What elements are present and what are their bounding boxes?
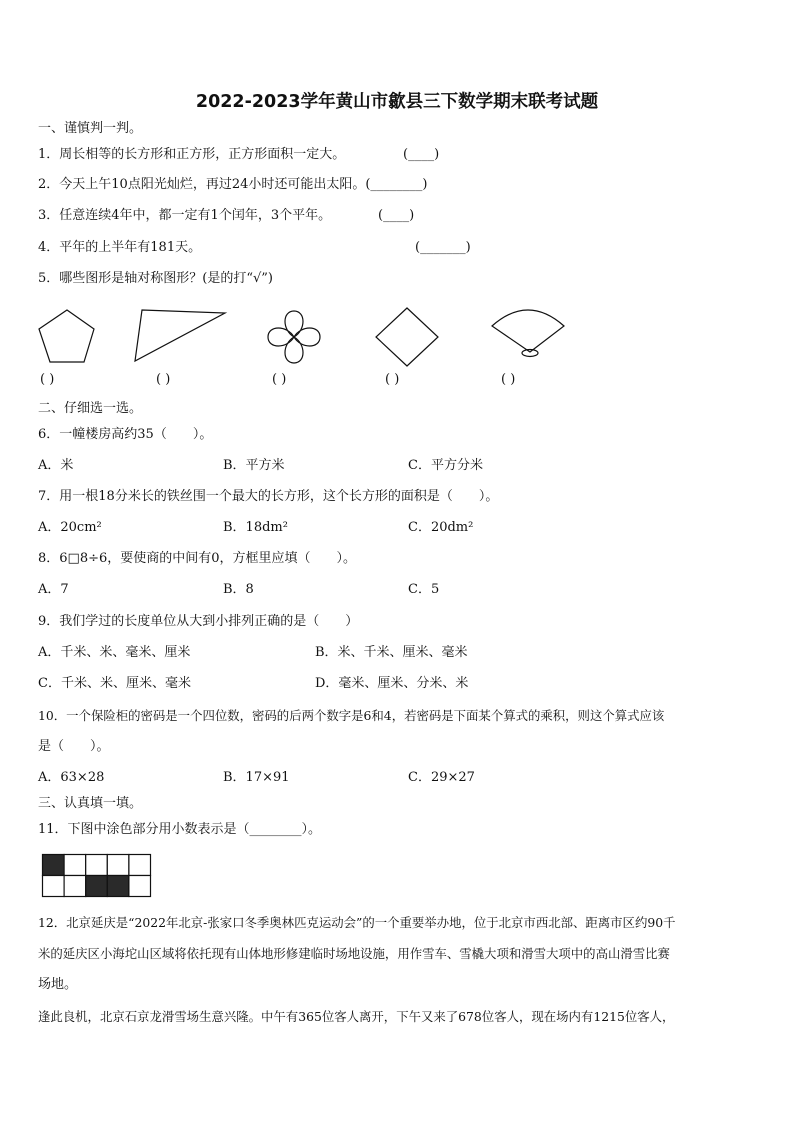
question-7: 7．用一根18分米长的铁丝围一个最大的长方形，这个长方形的面积是（ ）。 — [38, 489, 499, 504]
question-12-line-3: 场地。 — [38, 977, 78, 992]
grid-cell-shaded — [43, 855, 65, 876]
section-heading-3: 三、认真填一填。 — [38, 796, 143, 811]
section-heading-2: 二、仔细选一选。 — [38, 401, 143, 416]
question-6: 6．一幢楼房高约35（ ）。 — [38, 427, 213, 442]
grid-cell — [107, 855, 129, 876]
question-11: 11．下图中涂色部分用小数表示是（________）。 — [38, 822, 322, 837]
question-1: 1．周长相等的长方形和正方形，正方形面积一定大。 — [38, 147, 346, 162]
question-12-line-4: 逢此良机，北京石京龙滑雪场生意兴隆。中午有365位客人离开，下午又来了678位客人，现在场内有1215位客人， — [38, 1009, 675, 1024]
question-9-option-a: A．千米、米、毫米、厘米 — [38, 645, 191, 660]
square-icon — [374, 306, 440, 368]
question-7-option-a: A．20cm² — [38, 520, 102, 535]
grid-cell — [64, 855, 86, 876]
grid-cell — [43, 876, 65, 897]
shape-blank-4: ( ) — [385, 372, 400, 387]
question-10-option-b: B．17×91 — [223, 770, 290, 785]
question-8-option-a: A．7 — [38, 582, 69, 597]
question-12-line-1: 12．北京延庆是“2022年北京-张家口冬季奥林匹克运动会”的一个重要举办地，位于北京市西北部、距离市区约90千 — [38, 915, 676, 930]
question-10-option-c: C．29×27 — [408, 770, 475, 785]
triangle-icon — [132, 308, 228, 364]
question-6-option-c: C．平方分米 — [408, 458, 483, 473]
shape-blank-1: ( ) — [40, 372, 55, 387]
shape-blank-3: ( ) — [272, 372, 287, 387]
question-7-option-b: B．18dm² — [223, 520, 288, 535]
question-4-blank: (_______) — [415, 240, 471, 255]
question-3: 3．任意连续4年中，都一定有1个闰年，3个平年。 — [38, 208, 332, 223]
question-3-blank: (____) — [378, 208, 415, 223]
question-8-option-b: B．8 — [223, 582, 254, 597]
grid-cell — [64, 876, 86, 897]
question-9-option-d: D．毫米、厘米、分米、米 — [315, 676, 469, 691]
grid-cell — [129, 876, 151, 897]
grid-cell — [86, 855, 108, 876]
question-10-line-1: 10．一个保险柜的密码是一个四位数，密码的后两个数字是6和4，若密码是下面某个算式的乘积，则这个算式应该 — [38, 708, 665, 723]
question-9-option-b: B．米、千米、厘米、毫米 — [315, 645, 468, 660]
grid-cell-shaded — [86, 876, 108, 897]
question-9-option-c: C．千米、米、厘米、毫米 — [38, 676, 191, 691]
question-8: 8．6□8÷6，要使商的中间有0，方框里应填（ ）。 — [38, 551, 357, 566]
question-10-line-2: 是（ ）。 — [38, 739, 110, 754]
question-1-blank: (____) — [403, 147, 440, 162]
question-6-option-b: B．平方米 — [223, 458, 285, 473]
shape-blank-5: ( ) — [501, 372, 516, 387]
decimal-grid-figure — [42, 854, 152, 898]
question-5: 5．哪些图形是轴对称图形？(是的打“√”) — [38, 271, 273, 286]
question-9: 9．我们学过的长度单位从大到小排列正确的是（ ） — [38, 614, 359, 629]
fan-icon — [490, 304, 566, 362]
question-8-option-c: C．5 — [408, 582, 440, 597]
question-6-option-a: A．米 — [38, 458, 74, 473]
question-4: 4．平年的上半年有181天。 — [38, 240, 202, 255]
shape-blank-2: ( ) — [156, 372, 171, 387]
question-7-option-c: C．20dm² — [408, 520, 474, 535]
question-2: 2．今天上午10点阳光灿烂，再过24小时还可能出太阳。(________) — [38, 177, 428, 192]
pentagon-icon — [36, 307, 98, 367]
grid-cell — [129, 855, 151, 876]
page-title: 2022-2023学年黄山市歙县三下数学期末联考试题 — [195, 92, 599, 112]
flower-icon — [264, 308, 324, 366]
grid-cell-shaded — [107, 876, 129, 897]
section-heading-1: 一、谨慎判一判。 — [38, 121, 143, 136]
question-12-line-2: 米的延庆区小海坨山区域将依托现有山体地形修建临时场地设施，用作雪车、雪橇大项和滑雪大项中的高山滑雪比赛 — [38, 946, 670, 961]
question-10-option-a: A．63×28 — [38, 770, 105, 785]
